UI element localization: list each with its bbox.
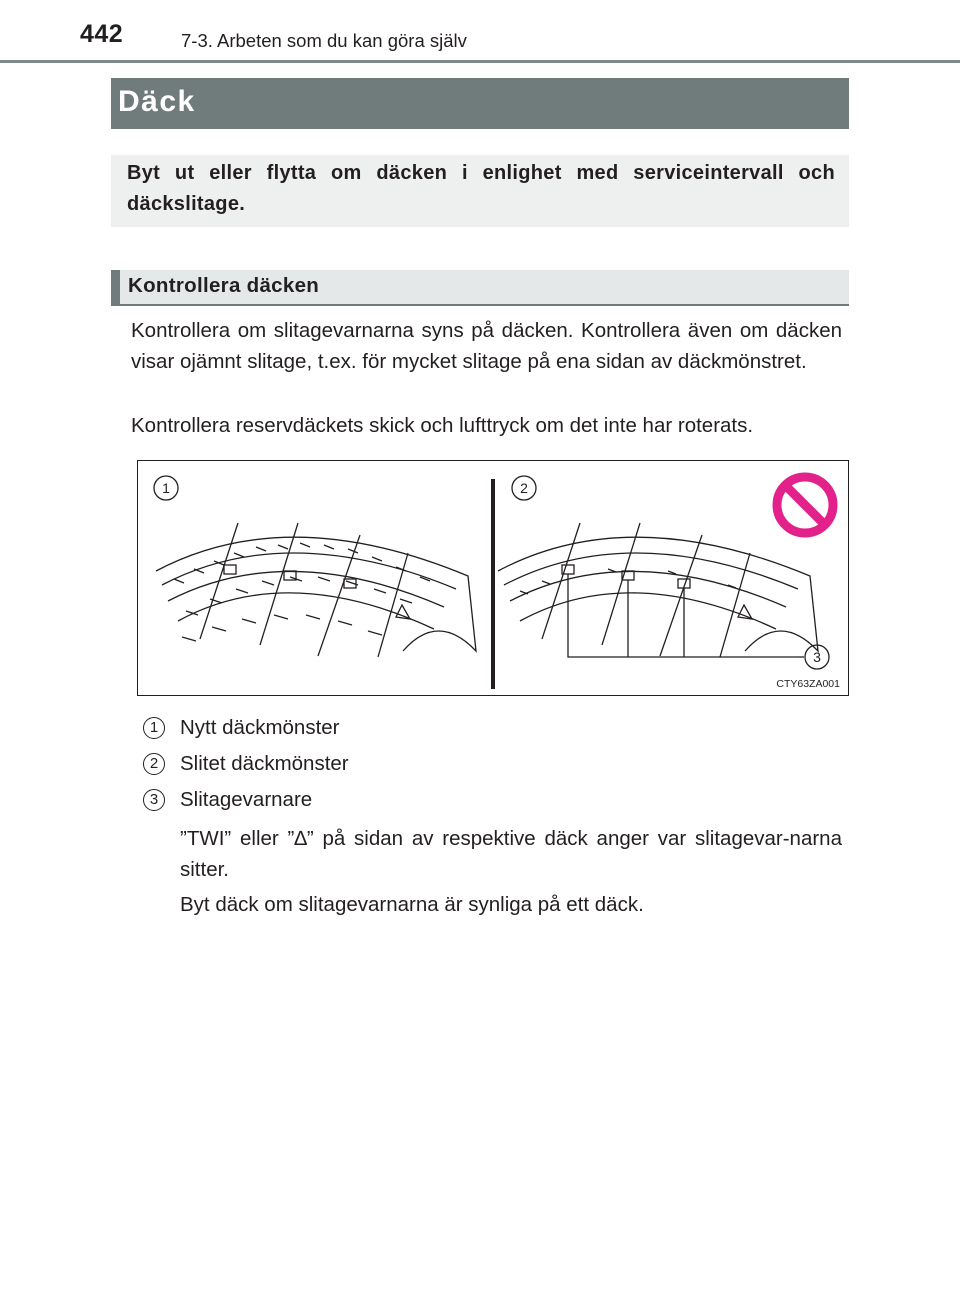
callout-1-label: 1 (162, 480, 170, 496)
legend-number: 2 (143, 753, 165, 775)
callout-3-label: 3 (813, 649, 821, 665)
page-number: 442 (80, 20, 124, 48)
paragraph-spare-tire: Kontrollera reservdäckets skick och lufttryck om det inte har roterats. (131, 414, 754, 437)
callout-2-label: 2 (520, 480, 528, 496)
legend-number: 1 (143, 717, 165, 739)
legend-number: 3 (143, 789, 165, 811)
header-rule (0, 60, 960, 63)
subsection-header (111, 270, 849, 306)
section-title: Däck (111, 78, 849, 129)
figure-code: CTY63ZA001 (776, 678, 840, 690)
tire-illustration (138, 461, 850, 697)
tire-figure (137, 460, 849, 696)
prohibition-icon (777, 477, 833, 533)
subsection-accent (111, 270, 120, 304)
paragraph-check-wear: Kontrollera om slitagevarnarna syns på däcken. Kontrollera även om däcken visar ojämnt slitage, t.ex. för mycket slitage på ena sidan av däckmönstret. (131, 319, 842, 373)
legend-label: Nytt däckmönster (180, 716, 340, 739)
subsection-title: Kontrollera däcken (128, 274, 320, 297)
legend-label: Slitagevarnare (180, 788, 313, 811)
intro-box: Byt ut eller flytta om däcken i enlighet med serviceintervall och däckslitage. (111, 155, 849, 227)
note-replace-tire: Byt däck om slitagevarnarna är synliga på ett däck. (180, 893, 644, 916)
worn-tire-illustration (498, 523, 818, 657)
note-twi-indicator: ”TWI” eller ”∆” på sidan av respektive däck anger var slitagevar-narna sitter. (180, 827, 842, 881)
new-tire-illustration (156, 523, 476, 657)
legend-label: Slitet däckmönster (180, 752, 349, 775)
chapter-title: 7-3. Arbeten som du kan göra själv (181, 30, 467, 51)
